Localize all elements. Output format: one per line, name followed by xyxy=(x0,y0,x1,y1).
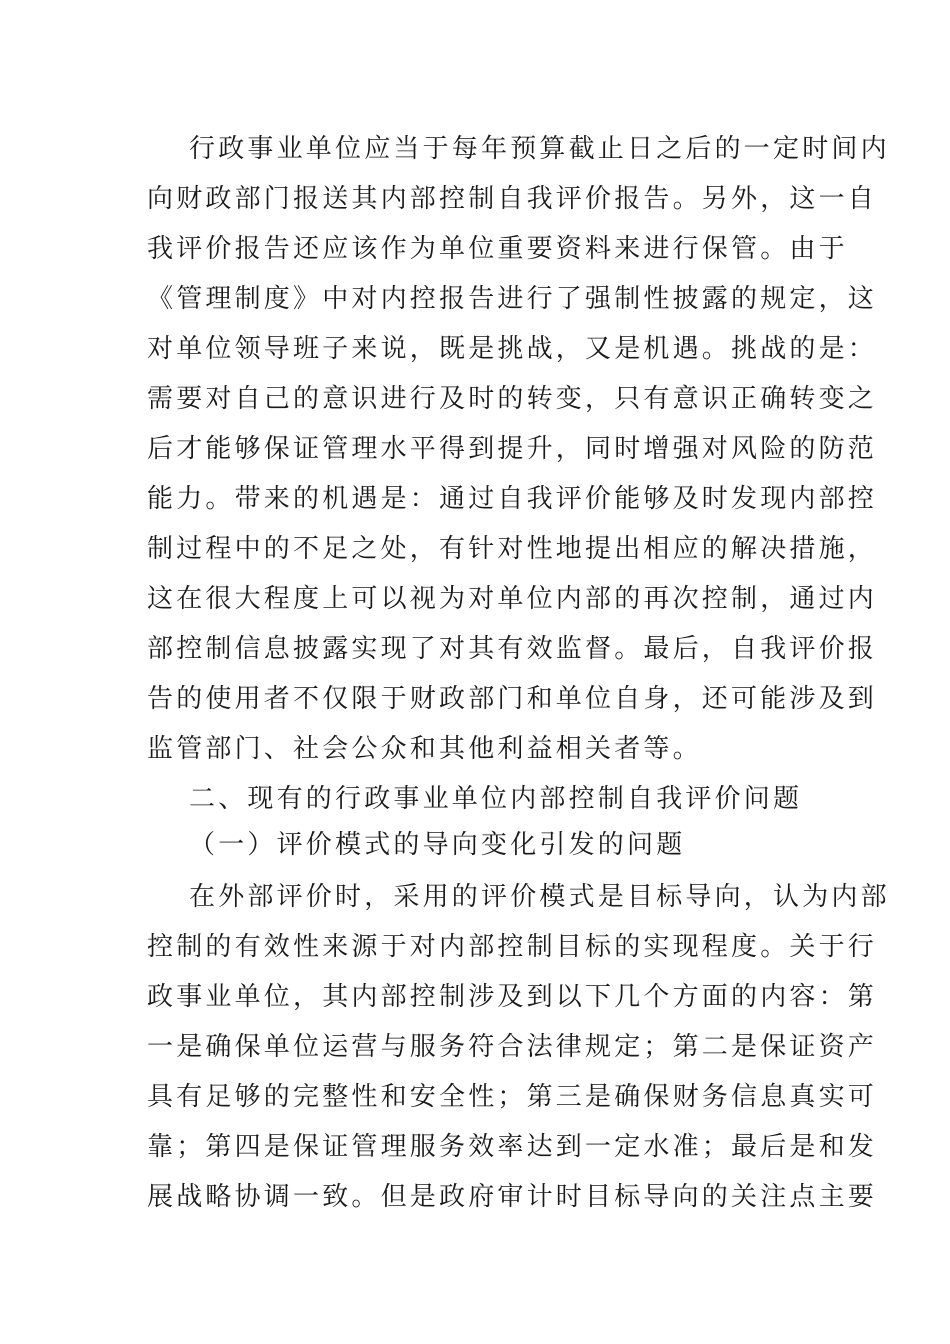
paragraph-line: 后才能够保证管理水平得到提升，同时增强对风险的防范 xyxy=(147,434,878,464)
paragraph-line: 具有足够的完整性和安全性；第三是确保财务信息真实可 xyxy=(147,1082,878,1112)
paragraph-line: 部控制信息披露实现了对其有效监督。最后，自我评价报 xyxy=(147,634,878,664)
paragraph-line: 行政事业单位应当于每年预算截止日之后的一定时间内 xyxy=(189,134,890,164)
paragraph-line: 控制的有效性来源于对内部控制目标的实现程度。关于行 xyxy=(147,932,878,962)
paragraph-line: 监管部门、社会公众和其他利益相关者等。 xyxy=(147,734,702,764)
paragraph-line: 告的使用者不仅限于财政部门和单位自身，还可能涉及到 xyxy=(147,684,878,714)
paragraph-line: 《管理制度》中对内控报告进行了强制性披露的规定，这 xyxy=(147,284,878,314)
paragraph-line: 我评价报告还应该作为单位重要资料来进行保管。由于 xyxy=(147,234,848,264)
paragraph-line: 一是确保单位运营与服务符合法律规定；第二是保证资产 xyxy=(147,1032,878,1062)
paragraph-line: 需要对自己的意识进行及时的转变，只有意识正确转变之 xyxy=(147,384,878,414)
paragraph-line: 能力。带来的机遇是：通过自我评价能够及时发现内部控 xyxy=(147,484,878,514)
section-heading: 二、现有的行政事业单位内部控制自我评价问题 xyxy=(189,784,803,814)
paragraph-line: 靠；第四是保证管理服务效率达到一定水准；最后是和发 xyxy=(147,1132,878,1162)
paragraph-line: 向财政部门报送其内部控制自我评价报告。另外，这一自 xyxy=(147,184,878,214)
paragraph-line: 制过程中的不足之处，有针对性地提出相应的解决措施， xyxy=(147,534,878,564)
paragraph-line: 对单位领导班子来说，既是挑战，又是机遇。挑战的是： xyxy=(147,334,878,364)
paragraph-line: 政事业单位，其内部控制涉及到以下几个方面的内容：第 xyxy=(147,982,878,1012)
paragraph-line: 在外部评价时，采用的评价模式是目标导向，认为内部 xyxy=(189,882,890,912)
paragraph-line: 展战略协调一致。但是政府审计时目标导向的关注点主要 xyxy=(147,1182,878,1212)
paragraph-line: 这在很大程度上可以视为对单位内部的再次控制，通过内 xyxy=(147,584,878,614)
subsection-heading: （一）评价模式的导向变化引发的问题 xyxy=(189,830,686,860)
